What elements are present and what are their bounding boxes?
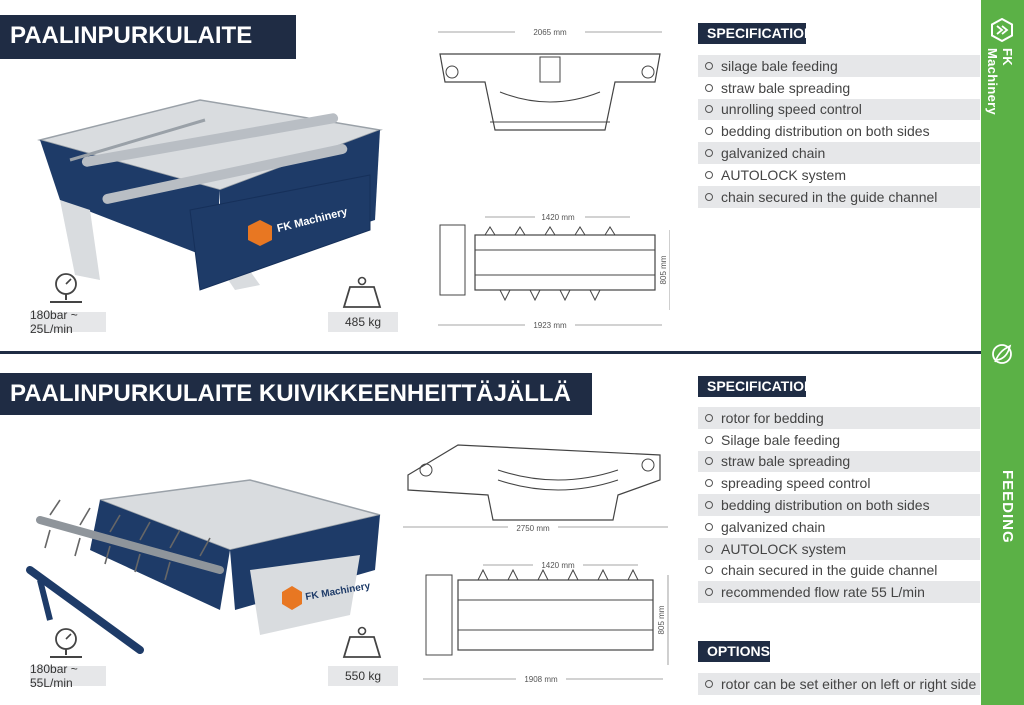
section-divider [0, 351, 981, 354]
bullet-icon [705, 127, 713, 135]
pressure-gauge-icon [46, 625, 86, 665]
product2-front-drawing [398, 435, 673, 540]
spec-text: galvanized chain [721, 518, 826, 535]
product2-spec-heading: SPECIFICATION [698, 376, 806, 397]
feeding-sidebar [981, 0, 1024, 705]
product2-dim-depth: 805 mm [657, 605, 666, 635]
product1-dim-depth: 805 mm [659, 255, 668, 285]
bullet-icon [705, 105, 713, 113]
list-item [698, 494, 980, 516]
product2-dim-inner: 1420 mm [541, 561, 575, 570]
section-label: FEEDING [999, 470, 1016, 544]
product1-dim-top: 2065 mm [533, 28, 567, 37]
bullet-icon [705, 457, 713, 465]
list-item [698, 99, 980, 121]
list-item [698, 451, 980, 473]
product2-machine-logo: FK Machinery [304, 580, 372, 603]
product1-top-drawing [430, 205, 670, 335]
spec-text: galvanized chain [721, 145, 826, 162]
bullet-icon [705, 545, 713, 553]
product2-spec-list [698, 407, 980, 603]
sidebar-brand: FK Machinery [985, 48, 1015, 116]
bullet-icon [705, 62, 713, 70]
list-item [698, 429, 980, 451]
leaf-icon [990, 342, 1014, 366]
spec-text: straw bale spreading [721, 79, 851, 96]
product1-dim-overall: 1923 mm [533, 321, 567, 330]
spec-text: AUTOLOCK system [721, 540, 846, 557]
spec-text: bedding distribution on both sides [721, 123, 930, 140]
list-item [698, 120, 980, 142]
product1-title: PAALINPURKULAITE [0, 15, 296, 59]
bullet-icon [705, 171, 713, 179]
spec-text: chain secured in the guide channel [721, 188, 938, 205]
product1-front-drawing [430, 22, 670, 140]
product2-options-list [698, 673, 980, 695]
product1-weight: 485 kg [328, 312, 398, 332]
product2-dim-overall: 1908 mm [524, 675, 558, 684]
spec-text: straw bale spreading [721, 453, 851, 470]
list-item [698, 673, 980, 695]
bullet-icon [705, 588, 713, 596]
product1-spec-list [698, 55, 980, 208]
bullet-icon [705, 193, 713, 201]
option-text: rotor can be set either on left or right side [721, 675, 977, 692]
product2-dim-top: 2750 mm [516, 524, 550, 533]
bullet-icon [705, 149, 713, 157]
spec-text: rotor for bedding [721, 409, 824, 426]
spec-text: AUTOLOCK system [721, 166, 846, 183]
list-item [698, 55, 980, 77]
spec-text: silage bale feeding [721, 57, 838, 74]
product1-pressure: 180bar ~ 25L/min [30, 312, 106, 332]
product2-pressure: 180bar ~ 55L/min [30, 666, 106, 686]
spec-text: chain secured in the guide channel [721, 562, 938, 579]
list-item [698, 516, 980, 538]
spec-text: unrolling speed control [721, 101, 862, 118]
list-item [698, 472, 980, 494]
fk-logo-icon [990, 18, 1014, 42]
product1-spec-heading: SPECIFICATION [698, 23, 806, 44]
bullet-icon [705, 680, 713, 688]
bullet-icon [705, 436, 713, 444]
weight-icon [342, 625, 382, 659]
list-item [698, 186, 980, 208]
list-item [698, 142, 980, 164]
product1-machine-logo: FK Machinery [275, 205, 349, 235]
list-item [698, 164, 980, 186]
spec-text: recommended flow rate 55 L/min [721, 584, 925, 601]
pressure-gauge-icon [46, 270, 86, 310]
spec-text: bedding distribution on both sides [721, 497, 930, 514]
product2-top-drawing [418, 555, 676, 690]
product1-dim-inner: 1420 mm [541, 213, 575, 222]
list-item [698, 560, 980, 582]
spec-text: Silage bale feeding [721, 431, 841, 448]
bullet-icon [705, 501, 713, 509]
spec-text: spreading speed control [721, 475, 871, 492]
list-item [698, 407, 980, 429]
list-item [698, 538, 980, 560]
bullet-icon [705, 479, 713, 487]
product1-machine-image [20, 80, 400, 300]
weight-icon [342, 275, 382, 309]
bullet-icon [705, 523, 713, 531]
list-item [698, 77, 980, 99]
bullet-icon [705, 566, 713, 574]
bullet-icon [705, 84, 713, 92]
bullet-icon [705, 414, 713, 422]
product2-weight: 550 kg [328, 666, 398, 686]
product2-title: PAALINPURKULAITE KUIVIKKEENHEITTÄJÄLLÄ [0, 373, 592, 415]
list-item [698, 581, 980, 603]
product2-options-heading: OPTIONS [698, 641, 770, 662]
